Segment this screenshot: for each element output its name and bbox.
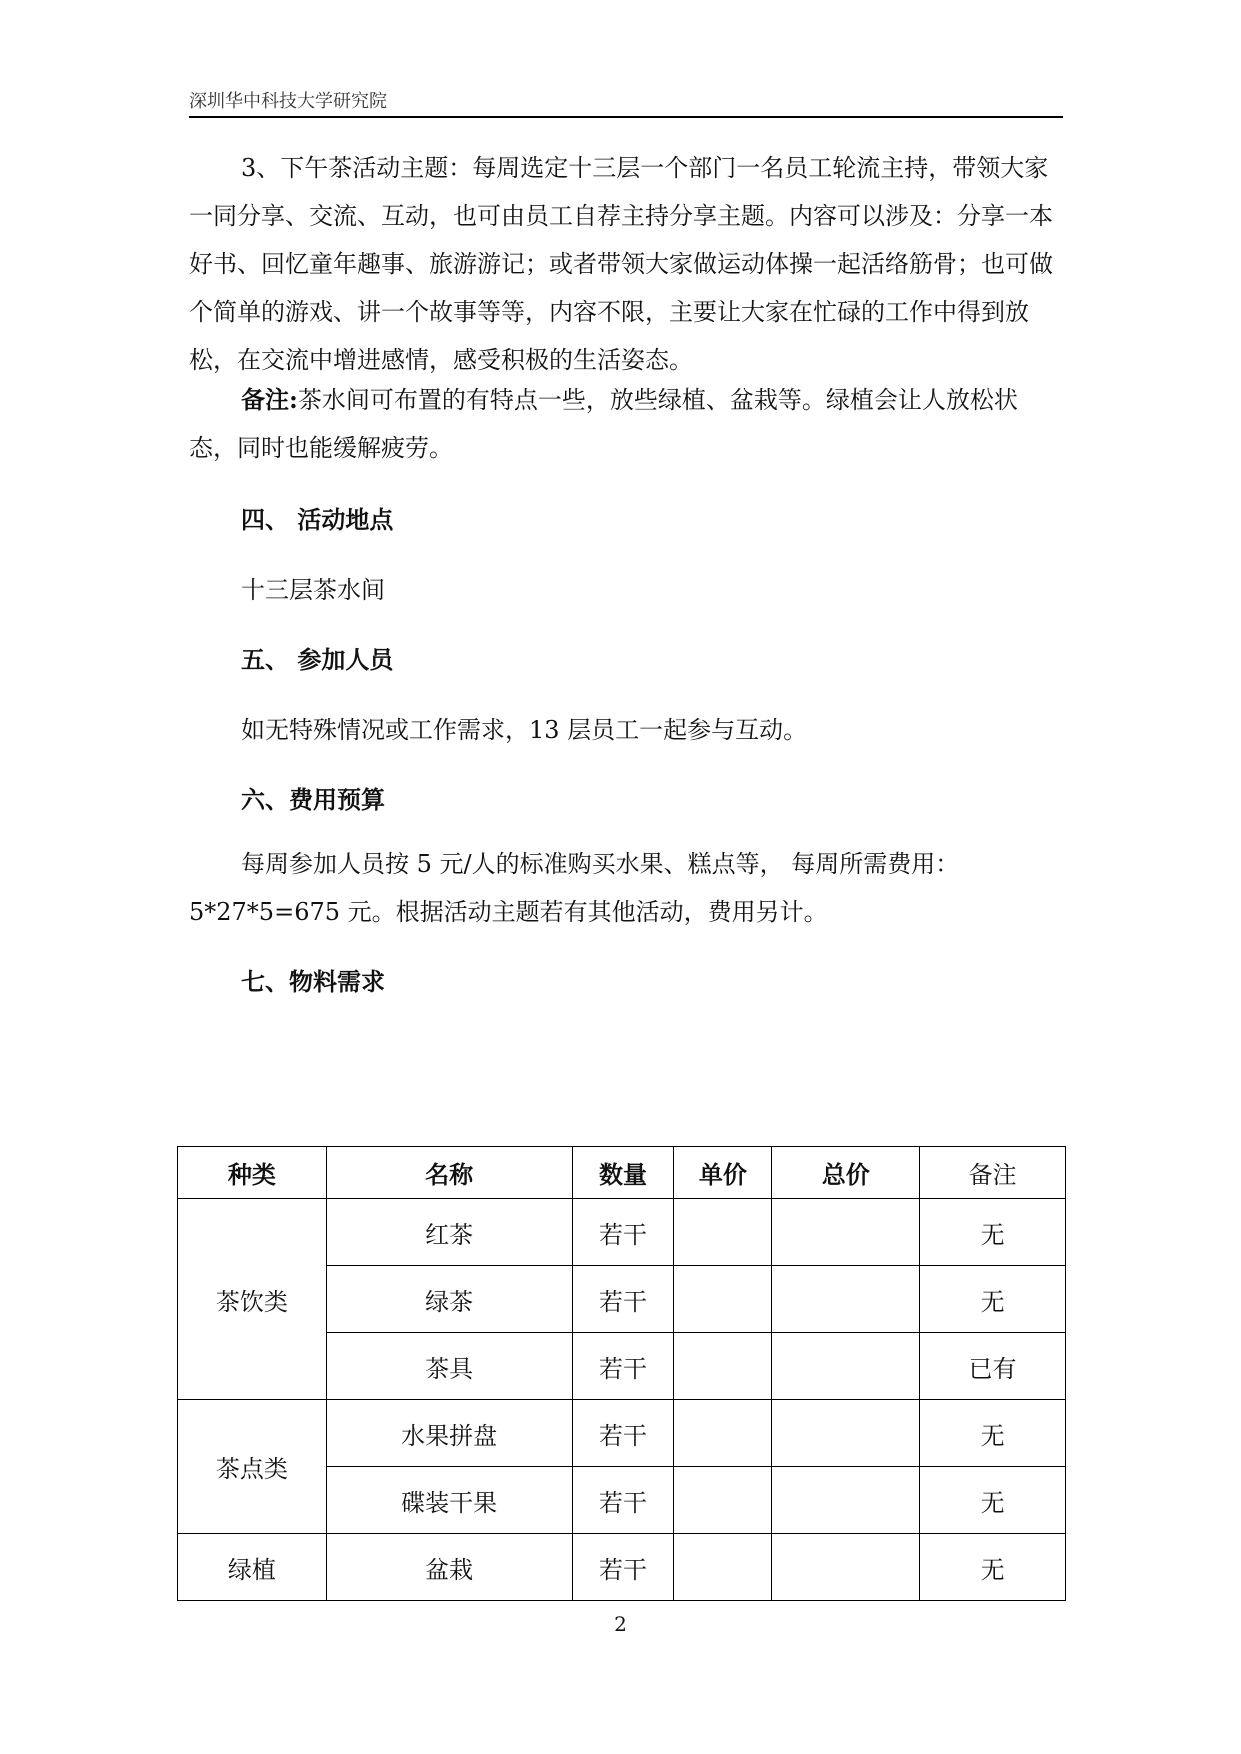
note-cell: 无 bbox=[920, 1199, 1066, 1266]
page-number: 2 bbox=[614, 1612, 627, 1636]
header-unit-price: 单价 bbox=[674, 1147, 772, 1199]
section-title-budget: 六、费用预算 bbox=[241, 785, 385, 814]
paragraph-activity-theme: 3、下午茶活动主题：每周选定十三层一个部门一名员工轮流主持，带领大家一同分享、交流、互动，也可由员工自荐主持分享主题。内容可以涉及：分享一本好书、回忆童年趣事、旅游游记；或者带领大家做运动体操一起活络筋骨；也可做个简单的游戏、讲一个故事等等，内容不限，主要让大家在忙碌的工作中得到放松，在交流中增进感情，感受积极的生活姿态。 bbox=[189, 154, 1053, 374]
note-cell: 无 bbox=[920, 1534, 1066, 1601]
quantity-cell: 若干 bbox=[572, 1467, 674, 1534]
header-name: 名称 bbox=[326, 1147, 572, 1199]
name-cell: 水果拼盘 bbox=[326, 1400, 572, 1467]
quantity-cell: 若干 bbox=[572, 1534, 674, 1601]
unit-price-cell bbox=[674, 1266, 772, 1333]
unit-price-cell bbox=[674, 1467, 772, 1534]
header-quantity: 数量 bbox=[572, 1147, 674, 1199]
section-title-location: 四、 活动地点 bbox=[241, 505, 394, 534]
total-price-cell bbox=[772, 1467, 920, 1534]
header-category: 种类 bbox=[178, 1147, 327, 1199]
note-cell: 已有 bbox=[920, 1333, 1066, 1400]
name-cell: 绿茶 bbox=[326, 1266, 572, 1333]
unit-price-cell bbox=[674, 1400, 772, 1467]
section-body-budget: 每周参加人员按 5 元/人的标准购买水果、糕点等， 每周所需费用：5*27*5=675 元。根据活动主题若有其他活动，费用另计。 bbox=[189, 850, 960, 926]
section-body-location: 十三层茶水间 bbox=[241, 576, 385, 604]
section-body-participants: 如无特殊情况或工作需求，13 层员工一起参与互动。 bbox=[241, 716, 808, 744]
name-cell: 盆栽 bbox=[326, 1534, 572, 1601]
quantity-cell: 若干 bbox=[572, 1266, 674, 1333]
category-cell: 绿植 bbox=[178, 1534, 327, 1601]
total-price-cell bbox=[772, 1400, 920, 1467]
note-cell: 无 bbox=[920, 1400, 1066, 1467]
table-row bbox=[178, 1534, 1066, 1601]
name-cell: 红茶 bbox=[326, 1199, 572, 1266]
unit-price-cell bbox=[674, 1534, 772, 1601]
document-header: 深圳华中科技大学研究院 bbox=[189, 91, 387, 112]
quantity-cell: 若干 bbox=[572, 1400, 674, 1467]
table-row bbox=[178, 1400, 1066, 1467]
header-divider bbox=[189, 116, 1063, 118]
materials-table bbox=[177, 1146, 1066, 1601]
total-price-cell bbox=[772, 1534, 920, 1601]
paragraph-note: 备注:茶水间可布置的有特点一些，放些绿植、盆栽等。绿植会让人放松状态，同时也能缓解疲劳。 bbox=[189, 385, 1018, 462]
quantity-cell: 若干 bbox=[572, 1333, 674, 1400]
total-price-cell bbox=[772, 1333, 920, 1400]
name-cell: 碟装干果 bbox=[326, 1467, 572, 1534]
header-total-price: 总价 bbox=[772, 1147, 920, 1199]
note-label: 备注 bbox=[241, 385, 289, 414]
header-note: 备注 bbox=[920, 1147, 1066, 1199]
quantity-cell: 若干 bbox=[572, 1199, 674, 1266]
section-title-participants: 五、 参加人员 bbox=[241, 645, 394, 674]
note-cell: 无 bbox=[920, 1266, 1066, 1333]
unit-price-cell bbox=[674, 1333, 772, 1400]
unit-price-cell bbox=[674, 1199, 772, 1266]
note-text: 茶水间可布置的有特点一些，放些绿植、盆栽等。绿植会让人放松状态，同时也能缓解疲劳。 bbox=[189, 386, 1018, 462]
category-cell: 茶饮类 bbox=[178, 1199, 327, 1400]
total-price-cell bbox=[772, 1266, 920, 1333]
note-cell: 无 bbox=[920, 1467, 1066, 1534]
section-title-materials: 七、物料需求 bbox=[241, 967, 385, 996]
table-row bbox=[178, 1199, 1066, 1266]
category-cell: 茶点类 bbox=[178, 1400, 327, 1534]
name-cell: 茶具 bbox=[326, 1333, 572, 1400]
table-header-row bbox=[178, 1147, 1066, 1199]
total-price-cell bbox=[772, 1199, 920, 1266]
